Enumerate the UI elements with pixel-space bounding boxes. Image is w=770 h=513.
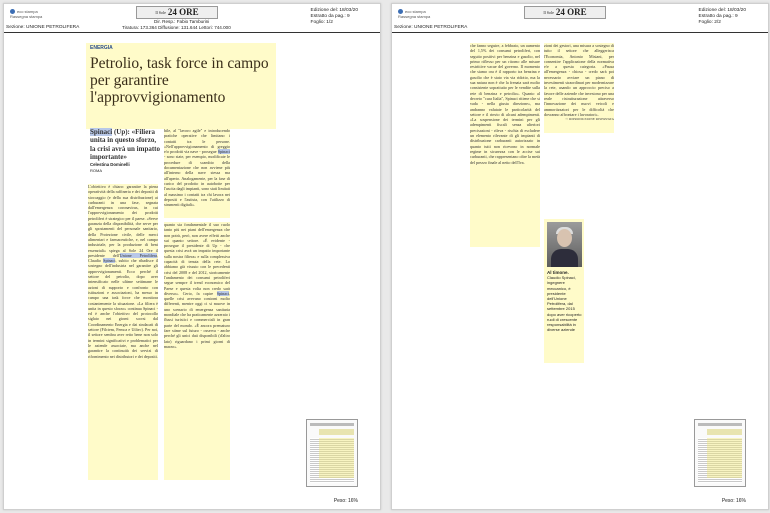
edition-meta: [311, 8, 358, 26]
section-label: Sezione: UNIONE PETROLIFERA: [394, 25, 468, 30]
portrait-photo: [547, 222, 582, 267]
portrait-body: [551, 249, 578, 267]
header-rule: [4, 32, 380, 33]
thumb-bar: [310, 423, 354, 426]
caption-title: Al timone.: [547, 270, 569, 275]
caption-text: Claudio Spinaci, ingegnere meccanico, è presidente dell'Unione Petrolifera, dal settembre 2015 dopo aver ricoperto ruoli di crescente responsabilità in diverse aziende: [547, 275, 582, 333]
ecostampa-logo: [398, 9, 430, 19]
headline: Petrolio, task force in campo per garantire l'approvvigionamento: [90, 55, 269, 106]
col2-text-b: - sono state, per esempio, modificate le procedure di scambio della documentazione che non avviene più all'interno della nave stessa ma all'aperto. Analogamente, per la fase di carico del prodotto in autobotte per l'uscita dagli impianti, sono stati limitati al massimo i contatti tra chi lavora nei depositi e l'autista, con l'utilizzo di strumenti digitali».: [164, 154, 230, 208]
logo-text: eco stampa: [405, 9, 426, 14]
masthead-pre: Il Sole: [155, 10, 166, 16]
thumb-bar: [698, 423, 742, 426]
kicker: ENERGIA: [90, 45, 113, 51]
highlight-unione: Unione Petrolifera: [119, 252, 157, 258]
article-column-1: [88, 184, 158, 480]
highlight-spinaci: Spinaci: [103, 258, 116, 264]
extract-page: Estratto da pag.: 9: [310, 14, 350, 19]
article-column-4: [544, 43, 614, 133]
subheadline-text: (Up): «Filiera unita in questo sforzo, la crisi avrà un impatto importante»: [90, 128, 160, 162]
clipping-page-1: [3, 3, 381, 510]
extract-page: Estratto da pag.: 9: [698, 14, 738, 19]
page-thumbnail: [694, 419, 746, 487]
weight-label: Peso: 16%: [333, 498, 358, 504]
col3-text: che fanno seguire, a febbraio, un aumento del 1,5% dei consumi petroliferi, con seguito positivi per benzina e gasolio, nel primo riflesso per un ritorno alle misure restrittive vacue del governo. Il momento che siamo ora è il rapporto tra benzina e gasolio che è stato via via ridotto, ma la sua natura non è che la frenata sarà molto consistente soprattutto per le vendite sulla rete di benzina e petrolio». Quanto al decreto "cura Italia", Spinaci ritiene che si vada - nella giusta direzione», ma andranno valutate le particolarità del settore e il rinvio di alcuni adempimenti. «La sospensione dei termini per gli adempimenti fiscali senza ulteriori precisazioni - rileva - rischia di escludere un elemento rilevante di gli impianti di distribuzione carburanti autorizzato in quanto tutti non ricevono in normale regime in sicurezza con le accise sui carburanti, che rappresentano oltre la metà del prezzo finale al netto dell'Iva.: [470, 43, 540, 165]
col2c-text: quanto sia fondamentale il suo ruolo tanto più nei piani dell'emergenza che non potrà, però, non avere effetti anche sui quanto settore. «È evidente - prosegue il presidente di Up - che questa crisi avrà un impatto importante sulla nostra filiera» e sulla complessiva capacità di tenuta della rete. Lo abbiamo già vissuto con le precedenti crisi del 2008 e del 2012, storicamente l'andamento dei consumi petroliferi segue sempre il trend economico del Paese e questa volta non credo sarà diverso». Certo, fa capire: [164, 222, 230, 296]
dateline: ROMA: [90, 168, 102, 173]
portrait-face: [557, 229, 572, 247]
weight-label: Peso: 16%: [721, 498, 746, 504]
masthead: [524, 6, 606, 19]
photo-caption-box: [544, 219, 584, 363]
edition-meta: [699, 8, 746, 26]
masthead-title: 24 ORE: [555, 7, 587, 17]
masthead: [136, 6, 218, 19]
thumb-head: [319, 429, 354, 435]
thumb-highlight: [707, 438, 742, 478]
sheet-number: Foglio: 2/2: [698, 20, 721, 25]
header-rule: [392, 32, 768, 33]
ecostampa-logo: [10, 9, 42, 19]
masthead-title: 24 ORE: [167, 7, 199, 17]
article-column-3: [470, 43, 540, 247]
circulation: Tiratura: 173.364 Diffusione: 131.644 Lettori: 744.000: [122, 25, 231, 30]
masthead-pre: Il Sole: [543, 10, 554, 16]
photo-caption: [547, 270, 583, 332]
section-label: Sezione: UNIONE PETROLIFERA: [6, 25, 80, 30]
sheet-number: Foglio: 1/2: [310, 20, 333, 25]
col1-text: L'obiettivo è chiaro: garantire la piena operatività della raffineria e dei depositi di stoccaggio (e della sua distribuzione) ai carburanti in una fase, segnata dall'emergenza coronavirus, in cui l'approvvigionamento dei prodotti petroliferi è strategico per il paese. «Serve garanzia della disponibilità, che serve per gli spostamenti del personale sanitario, della Protezione civile, delle merci alimentari e farmaceutiche, e, nel campo industriale, per la produzione di beni essenziali» spiega al Sole 24 Ore il presidente dell': [88, 184, 158, 258]
clipping-page-2: [391, 3, 769, 510]
col4-text: zioni dei gestori, una misura a sostegno di tutto il settore che alleggerisca l'Economia, Antonio Misiani, per consentire l'applicazione della normativa e/e a questa categoria. «Pausa all'emergenza - chiosa - credo sarà poi necessario avviare un piano di investimenti straordinari per modernizzare la rete, usando un approccio preciso a favore delle aziende che investono per una reale ristrutturazione attraverso l'innovazione dei nuovi veicoli e ammortizzatori per le difficoltà che dovranno affrontare i lavoratori».: [544, 43, 614, 117]
logo-subtext: Rassegna stampa: [10, 14, 43, 20]
col2d-text: , quelle crisi avevano contorni molto differenti, mentre oggi ci si muove in uno scenario di emergenza sanitaria mondiale che ha praticamente azzerato i flussi turistici e commerciali in gran parte del mondo. «È ancora prematuro fare stime sul futuro - osserva - anche perché gli unici dati disponibili (d'altro lato) riguardano i primi giorni di marzo».: [164, 290, 230, 349]
page-header: [4, 4, 380, 36]
edition-date: Edizione del: 18/03/20: [698, 8, 746, 13]
edition-date: Edizione del: 18/03/20: [310, 8, 358, 13]
col2-text: bile, al "lavoro agile" e introducendo pratiche operative che limitano i contatti tra le persone. «Nell'approvvigionamento di greggio e/o prodotti via nave - prosegue: [164, 128, 230, 155]
highlight-spinaci: Spinaci: [90, 128, 113, 136]
director: Dir. Resp.: Fabio Tamburini: [154, 19, 210, 24]
subheadline: [90, 128, 160, 162]
byline: Celestina Dominelli: [90, 162, 130, 167]
logo-text: eco stampa: [17, 9, 38, 14]
highlight-spinaci: Spinaci: [217, 149, 230, 155]
col1-text-b: , Claudio: [88, 252, 158, 264]
thumb-highlight: [319, 438, 354, 478]
page-header: [392, 4, 768, 36]
article-header: [86, 43, 276, 129]
logo-subtext: Rassegna stampa: [398, 14, 431, 20]
article-column-2a: [164, 128, 230, 218]
thumb-head: [707, 429, 742, 435]
highlight-spinaci: Spinaci: [216, 290, 229, 296]
article-column-2b: [164, 222, 230, 480]
page-thumbnail: [306, 419, 358, 487]
col1-text-c: , subito che ribadisce il sostegno dell'industria nel garantire gli approvvigionamenti. Ecco perché il settore del petrolio, dopo aver intensificato nelle ultime settimane le azioni di supporto e confronto con istituzioni e associazioni, ha messo in campo una task force che monitora costantemente la situazione. «La filiera è unita in questo sforzo» continua Spinaci - ed è anche l'obiettivo del protocollo siglato nei giorni scorsi dal Coordinamento Energia e dai sindacati di settore (Filctem, Femca e Uiltec). Per noi, il settore sembra aver retto bene non solo in termini significativi e problematici per le aziende associate, ma anche nel garantire la continuità dei servizi di rifornimento nei distributori e dei depositi.: [88, 258, 158, 359]
copyright: © RIPRODUZIONE RISERVATA: [565, 117, 614, 122]
